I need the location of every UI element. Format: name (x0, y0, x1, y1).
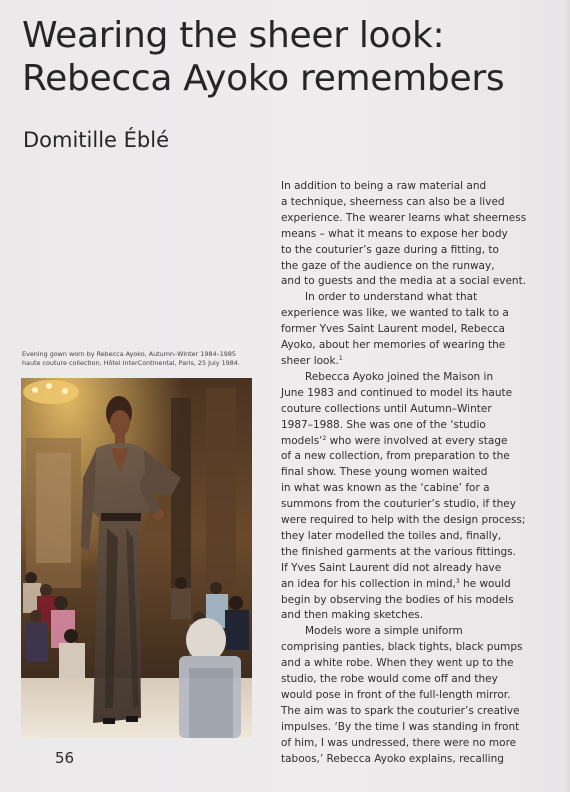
body-line: comprising panties, black tights, black pumps (281, 641, 523, 654)
body-line: of a new collection, from preparation to the (281, 450, 510, 463)
body-line: impulses. ‘By the time I was standing in front (281, 720, 520, 733)
body-line: and a white robe. When they went up to the (281, 657, 514, 670)
author-name: Domitille Éblé (23, 128, 169, 152)
footnote-marker: 3 (455, 577, 460, 585)
body-line: experience. The wearer learns what sheerness (281, 211, 527, 224)
body-line-with-footnote (281, 577, 531, 593)
body-line: June 1983 and continued to model its haute (281, 386, 513, 399)
runway-photo-illustration (21, 378, 252, 738)
body-line: a technique, sheerness can also be a lived (281, 195, 505, 208)
body-line: begin by observing the bodies of his models (281, 593, 514, 606)
footnote-marker: 1 (338, 354, 343, 362)
body-line: and then making sketches. (281, 609, 424, 622)
body-line: couture collections until Autumn–Winter (281, 402, 492, 415)
body-line: In order to understand what that (305, 291, 478, 304)
body-line: summons from the couturier’s studio, if they (281, 498, 516, 511)
body-line-with-footnote (281, 434, 531, 450)
body-line: would pose in front of the full-length mirror. (281, 689, 511, 701)
title-line-2: Rebecca Ayoko remembers (22, 58, 505, 99)
title-line-1: Wearing the sheer look: (22, 15, 445, 56)
page-number: 56 (55, 749, 75, 767)
body-line: final show. These young women waited (281, 466, 488, 479)
body-line: Rebecca Ayoko joined the Maison in (305, 370, 494, 383)
body-line-with-footnote (281, 354, 531, 370)
body-line-text: he would (459, 577, 511, 590)
photo-caption (22, 350, 262, 369)
article-body (281, 179, 531, 768)
body-line: of him, I was undressed, there were no more (281, 736, 517, 749)
body-line: studio, the robe would come off and they (281, 673, 498, 686)
body-line: experience was like, we wanted to talk to a (281, 307, 509, 320)
body-line: the finished garments at the various fittings. (281, 545, 516, 558)
caption-line-2: haute couture collection. Hôtel InterContinental, Paris, 25 July 1984. (22, 359, 240, 368)
body-line: the gaze of the audience on the runway, (281, 259, 495, 272)
body-line: and to guests and the media at a social event. (281, 275, 527, 288)
body-line: In addition to being a raw material and (281, 180, 487, 192)
body-line: The aim was to spark the couturier’s creative (281, 704, 520, 717)
body-line-text: who were involved at every stage (326, 434, 508, 447)
body-line: means – what it means to expose her body (281, 227, 508, 240)
body-line: they later modelled the toiles and, finally, (281, 529, 502, 542)
body-line: to the couturier’s gaze during a fitting, to (281, 243, 499, 256)
footnote-marker: 2 (322, 434, 327, 442)
body-line-text: sheer look. (281, 354, 339, 367)
body-line: taboos,’ Rebecca Ayoko explains, recalling (281, 752, 504, 765)
body-line: in what was known as the ‘cabine’ for a (281, 482, 490, 495)
body-line-text: an idea for his collection in mind, (281, 577, 456, 590)
body-line: were required to help with the design process; (281, 514, 526, 527)
body-line: Ayoko, about her memories of wearing the (281, 339, 506, 352)
body-line: former Yves Saint Laurent model, Rebecca (281, 323, 505, 336)
article-title (22, 14, 562, 100)
runway-photo (21, 378, 252, 738)
body-line: 1987–1988. She was one of the ‘studio (281, 418, 486, 431)
body-line: Models wore a simple uniform (305, 625, 463, 638)
caption-line-1: Evening gown worn by Rebecca Ayoko, Autumn–Winter 1984–1985 (22, 350, 236, 358)
body-line: If Yves Saint Laurent did not already have (281, 561, 502, 574)
body-line-text: models’ (281, 434, 323, 447)
